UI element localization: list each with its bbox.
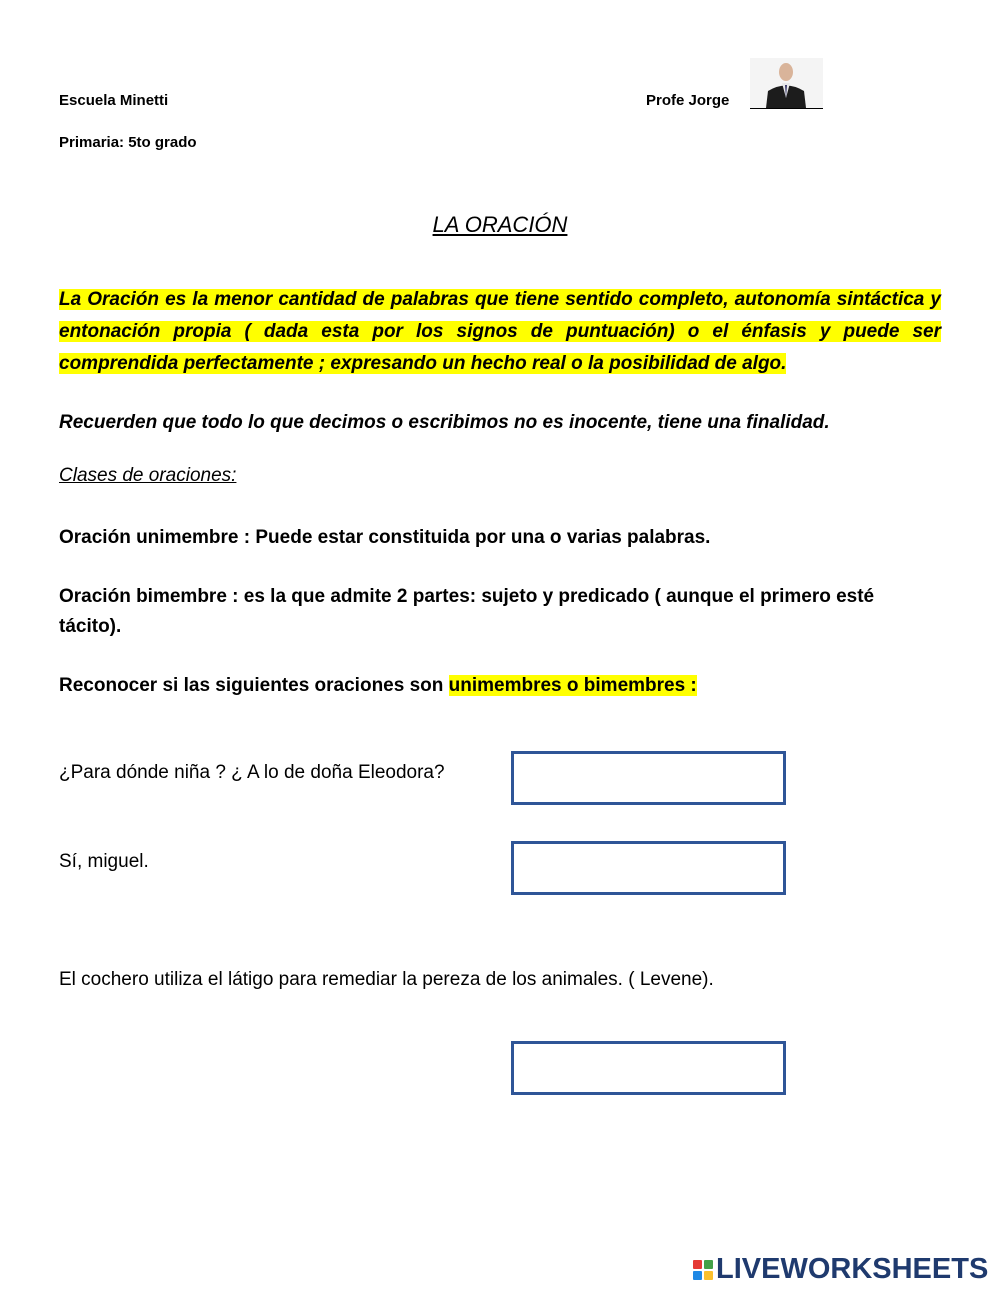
teacher-photo <box>750 58 823 109</box>
sentence-1: ¿Para dónde niña ? ¿ A lo de doña Eleodora? <box>59 762 445 783</box>
liveworksheets-logo <box>693 1253 988 1286</box>
grade-label: Primaria: 5to grado <box>59 134 197 151</box>
sentence-2: Sí, miguel. <box>59 851 149 872</box>
answer-input-1[interactable] <box>511 751 786 805</box>
reminder-text: Recuerden que todo lo que decimos o escribimos no es inocente, tiene una finalidad. <box>59 412 830 433</box>
school-name: Escuela Minetti <box>59 92 169 109</box>
instruction <box>59 671 939 701</box>
logo-text: LIVEWORKSHEETS <box>716 1253 989 1285</box>
teacher-name: Profe Jorge <box>646 92 730 109</box>
logo-tiles-icon <box>693 1260 713 1280</box>
instruction-prefix: Reconocer si las siguientes oraciones son <box>59 675 449 696</box>
answer-input-3[interactable] <box>511 1041 786 1095</box>
sentence-3: El cochero utiliza el látigo para remediar la pereza de los animales. ( Levene). <box>59 969 714 990</box>
bimembre-definition: Oración bimembre : es la que admite 2 partes: sujeto y predicado ( aunque el primero esté tácito). <box>59 586 875 637</box>
definition-paragraph <box>59 284 941 380</box>
page-title: LA ORACIÓN <box>432 212 568 237</box>
unimembre-definition: Oración unimembre : Puede estar constituida por una o varias palabras. <box>59 527 711 548</box>
instruction-highlight: unimembres o bimembres : <box>448 675 697 696</box>
answer-input-2[interactable] <box>511 841 786 895</box>
definition-text: La Oración es la menor cantidad de palabras que tiene sentido completo, autonomía sintáctica y entonación propia ( dada esta por los signos de puntuación) o el énfasis y puede ser comprendida perfectamente ; expresando un hecho real o la posibilidad de algo. <box>59 289 941 374</box>
classes-heading: Clases de oraciones: <box>59 465 237 486</box>
